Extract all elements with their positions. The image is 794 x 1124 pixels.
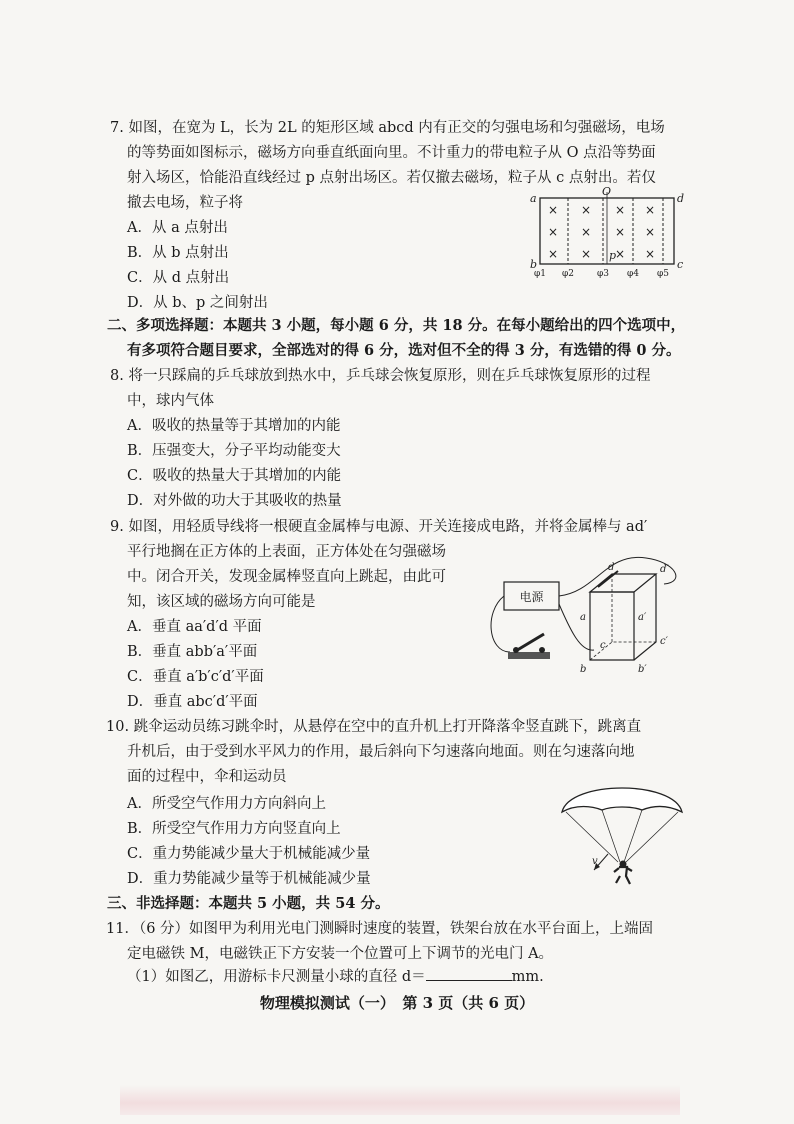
q7-phi-1: φ1 xyxy=(533,269,547,278)
q9-label-a-prime: a′ xyxy=(638,612,647,623)
q7-cross: × xyxy=(580,225,592,239)
q7-cross: × xyxy=(614,225,626,239)
q8-option-a: A．吸收的热量等于其增加的内能 xyxy=(127,418,341,434)
pink-stamp-bleed xyxy=(120,1085,680,1115)
q10-stem-line-1: 10. 跳伞运动员练习跳伞时，从悬停在空中的直升机上打开降落伞竖直跳下，跳离直 xyxy=(106,719,642,735)
q8-stem-line-2: 中，球内气体 xyxy=(127,393,214,409)
q7-cross: × xyxy=(644,247,656,261)
q7-cross: × xyxy=(614,247,626,261)
q9-option-c: C．垂直 a′b′c′d′平面 xyxy=(127,669,264,685)
q8-option-c: C．吸收的热量大于其增加的内能 xyxy=(127,468,342,484)
q7-stem-line-4: 撤去电场，粒子将 xyxy=(127,195,243,211)
section2-heading-line-1: 二、多项选择题：本题共 3 小题，每小题 6 分，共 18 分。在每小题给出的四个选项中， xyxy=(107,317,686,334)
q7-cross: × xyxy=(580,203,592,217)
q11-stem-line-1: 11．（6 分）如图甲为利用光电门测瞬时速度的装置，铁架台放在水平台面上，上端固 xyxy=(106,921,654,937)
q11-sub1 xyxy=(127,966,544,987)
q9-label-b-prime: b′ xyxy=(638,664,647,675)
q10-option-b: B．所受空气作用力方向竖直向上 xyxy=(127,821,341,837)
q9-label-c: c xyxy=(600,640,606,651)
section3-heading: 三、非选择题：本题共 5 小题，共 54 分。 xyxy=(107,895,390,912)
q9-label-c-prime: c′ xyxy=(660,636,668,647)
q9-stem-line-1: 9. 如图，用轻质导线将一根硬直金属棒与电源、开关连接成电路，并将金属棒与 ad′ xyxy=(110,519,648,535)
q7-label-a: a xyxy=(530,192,537,205)
q7-cross: × xyxy=(644,203,656,217)
q7-label-p: p xyxy=(609,249,617,262)
q9-stem-line-2: 平行地搁在正方体的上表面，正方体处在匀强磁场 xyxy=(127,544,446,560)
q10-stem-line-2: 升机后，由于受到水平风力的作用，最后斜向下匀速落向地面。则在匀速落向地 xyxy=(127,744,635,760)
page-footer: 物理模拟测试（一） 第 3 页（共 6 页） xyxy=(259,994,535,1012)
q9-stem-line-3: 中。闭合开关，发现金属棒竖直向上跳起，由此可 xyxy=(127,569,446,585)
q7-field-diagram xyxy=(528,186,688,278)
q11-sub1-prefix: （1）如图乙，用游标卡尺测量小球的直径 d＝ xyxy=(127,969,426,985)
q7-cross: × xyxy=(644,225,656,239)
q7-phi-2: φ2 xyxy=(561,269,575,278)
q7-option-d: D．从 b、p 之间射出 xyxy=(127,295,268,311)
q10-option-c: C．重力势能减少量大于机械能减少量 xyxy=(127,846,371,862)
q7-label-o: O xyxy=(602,186,612,198)
q7-phi-4: φ4 xyxy=(626,269,640,278)
q9-stem-line-4: 知，该区域的磁场方向可能是 xyxy=(127,594,316,610)
q10-parachute-diagram xyxy=(556,776,688,888)
q9-power-label: 电源 xyxy=(519,590,544,604)
q11-sub1-suffix: mm. xyxy=(511,969,544,985)
q7-stem-line-3: 射入场区，恰能沿直线经过 p 点射出场区。若仅撤去磁场，粒子从 c 点射出。若仅 xyxy=(127,170,656,186)
q7-option-a: A．从 a 点射出 xyxy=(127,220,228,236)
q7-option-c: C．从 d 点射出 xyxy=(127,270,230,286)
q9-option-d: D．垂直 abc′d′平面 xyxy=(127,694,258,710)
q7-phi-3: φ3 xyxy=(596,269,610,278)
q7-stem-line-2: 的等势面如图标示，磁场方向垂直纸面向里。不计重力的带电粒子从 O 点沿等势面 xyxy=(127,145,656,161)
q9-option-a: A．垂直 aa′d′d 平面 xyxy=(127,619,262,635)
q7-cross: × xyxy=(580,247,592,261)
q11-answer-blank[interactable] xyxy=(426,966,512,981)
q8-stem-line-1: 8. 将一只踩扁的乒乓球放到热水中，乒乓球会恢复原形，则在乒乓球恢复原形的过程 xyxy=(110,368,651,384)
q7-cross: × xyxy=(547,203,559,217)
q7-label-b: b xyxy=(530,258,538,271)
q9-circuit-cube-diagram xyxy=(486,552,692,682)
q7-cross: × xyxy=(547,225,559,239)
q7-cross: × xyxy=(547,247,559,261)
q10-option-a: A．所受空气作用力方向斜向上 xyxy=(127,796,326,812)
q10-option-d: D．重力势能减少量等于机械能减少量 xyxy=(127,871,371,887)
q11-stem-line-2: 定电磁铁 M，电磁铁正下方安装一个位置可上下调节的光电门 A。 xyxy=(127,946,554,962)
q7-label-c: c xyxy=(677,258,684,271)
q9-label-d-prime: d′ xyxy=(660,564,669,575)
q9-option-b: B．垂直 abb′a′平面 xyxy=(127,644,258,660)
q7-cross: × xyxy=(614,203,626,217)
q7-label-d: d xyxy=(677,192,685,205)
q10-velocity-label: v xyxy=(592,856,598,867)
section2-heading-line-2: 有多项符合题目要求，全部选对的得 6 分，选对但不全的得 3 分，有选错的得 0 分。 xyxy=(127,342,681,359)
q9-label-a: a xyxy=(580,612,586,623)
q10-stem-line-3: 面的过程中，伞和运动员 xyxy=(127,769,287,785)
q8-option-d: D．对外做的功大于其吸收的热量 xyxy=(127,493,342,509)
q7-stem-line-1: 7. 如图，在宽为 L，长为 2L 的矩形区域 abcd 内有正交的匀强电场和匀强磁场，电场 xyxy=(110,120,665,136)
q9-label-d: d xyxy=(608,562,615,573)
q7-phi-5: φ5 xyxy=(656,269,670,278)
q7-option-b: B．从 b 点射出 xyxy=(127,245,229,261)
q8-option-b: B．压强变大，分子平均动能变大 xyxy=(127,443,341,459)
q9-label-b: b xyxy=(580,664,587,675)
